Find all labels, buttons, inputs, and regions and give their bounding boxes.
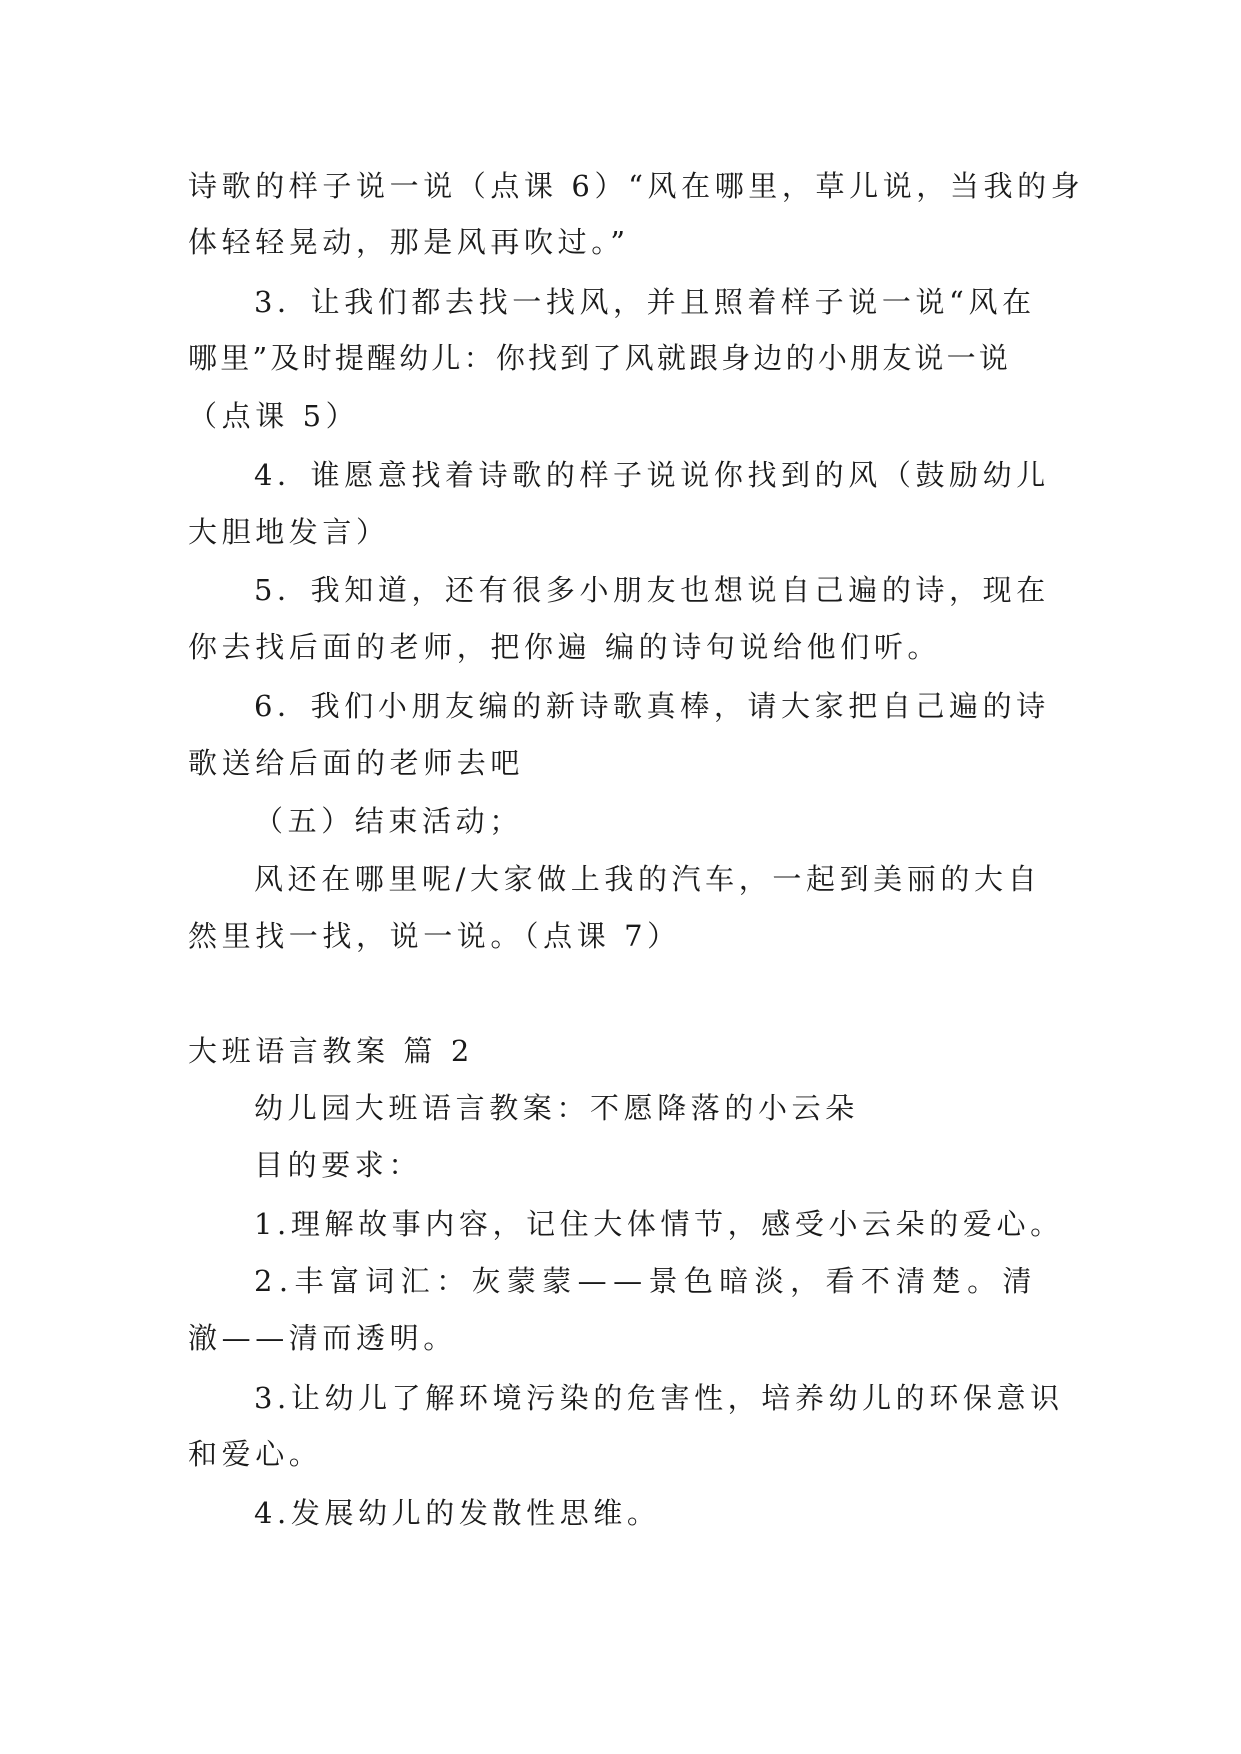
section-heading: 大班语言教案 篇 2 <box>188 1034 474 1068</box>
text-line: 和爱心。 <box>188 1437 323 1471</box>
text-line: 1.理解故事内容，记住大体情节，感受小云朵的爱心。 <box>254 1207 1064 1241</box>
text-line: 风还在哪里呢/大家做上我的汽车，一起到美丽的大自 <box>254 862 1042 896</box>
text-line: 4．谁愿意找着诗歌的样子说说你找到的风（鼓励幼儿 <box>254 458 1050 492</box>
text-line: 3.让幼儿了解环境污染的危害性，培养幼儿的环保意识 <box>254 1381 1064 1415</box>
text-line: 6．我们小朋友编的新诗歌真棒，请大家把自己遍的诗 <box>254 689 1050 723</box>
text-line: 你去找后面的老师，把你遍 编的诗句说给他们听。 <box>188 630 942 664</box>
text-line: 4.发展幼儿的发散性思维。 <box>254 1496 661 1530</box>
text-line: （点课 5） <box>188 399 360 433</box>
text-line: 5．我知道，还有很多小朋友也想说自己遍的诗，现在 <box>254 573 1050 607</box>
text-line: 哪里”及时提醒幼儿：你找到了风就跟身边的小朋友说一说 <box>188 341 1012 375</box>
lesson-title: 幼儿园大班语言教案：不愿降落的小云朵 <box>254 1091 859 1125</box>
text-line: （五）结束活动； <box>254 804 523 838</box>
text-line: 3．让我们都去找一找风，并且照着样子说一说“风在 <box>254 285 1036 319</box>
text-line: 目的要求： <box>254 1148 423 1182</box>
text-line: 歌送给后面的老师去吧 <box>188 746 525 780</box>
text-line: 大胆地发言） <box>188 515 390 549</box>
text-line: 澈——清而透明。 <box>188 1321 457 1355</box>
text-line: 然里找一找，说一说。（点课 7） <box>188 919 681 953</box>
text-line: 2.丰富词汇：灰蒙蒙——景色暗淡，看不清楚。清 <box>254 1264 1038 1298</box>
text-line: 诗歌的样子说一说（点课 6）“风在哪里，草儿说，当我的身 <box>188 169 1085 203</box>
text-line: 体轻轻晃动，那是风再吹过。” <box>188 225 630 259</box>
